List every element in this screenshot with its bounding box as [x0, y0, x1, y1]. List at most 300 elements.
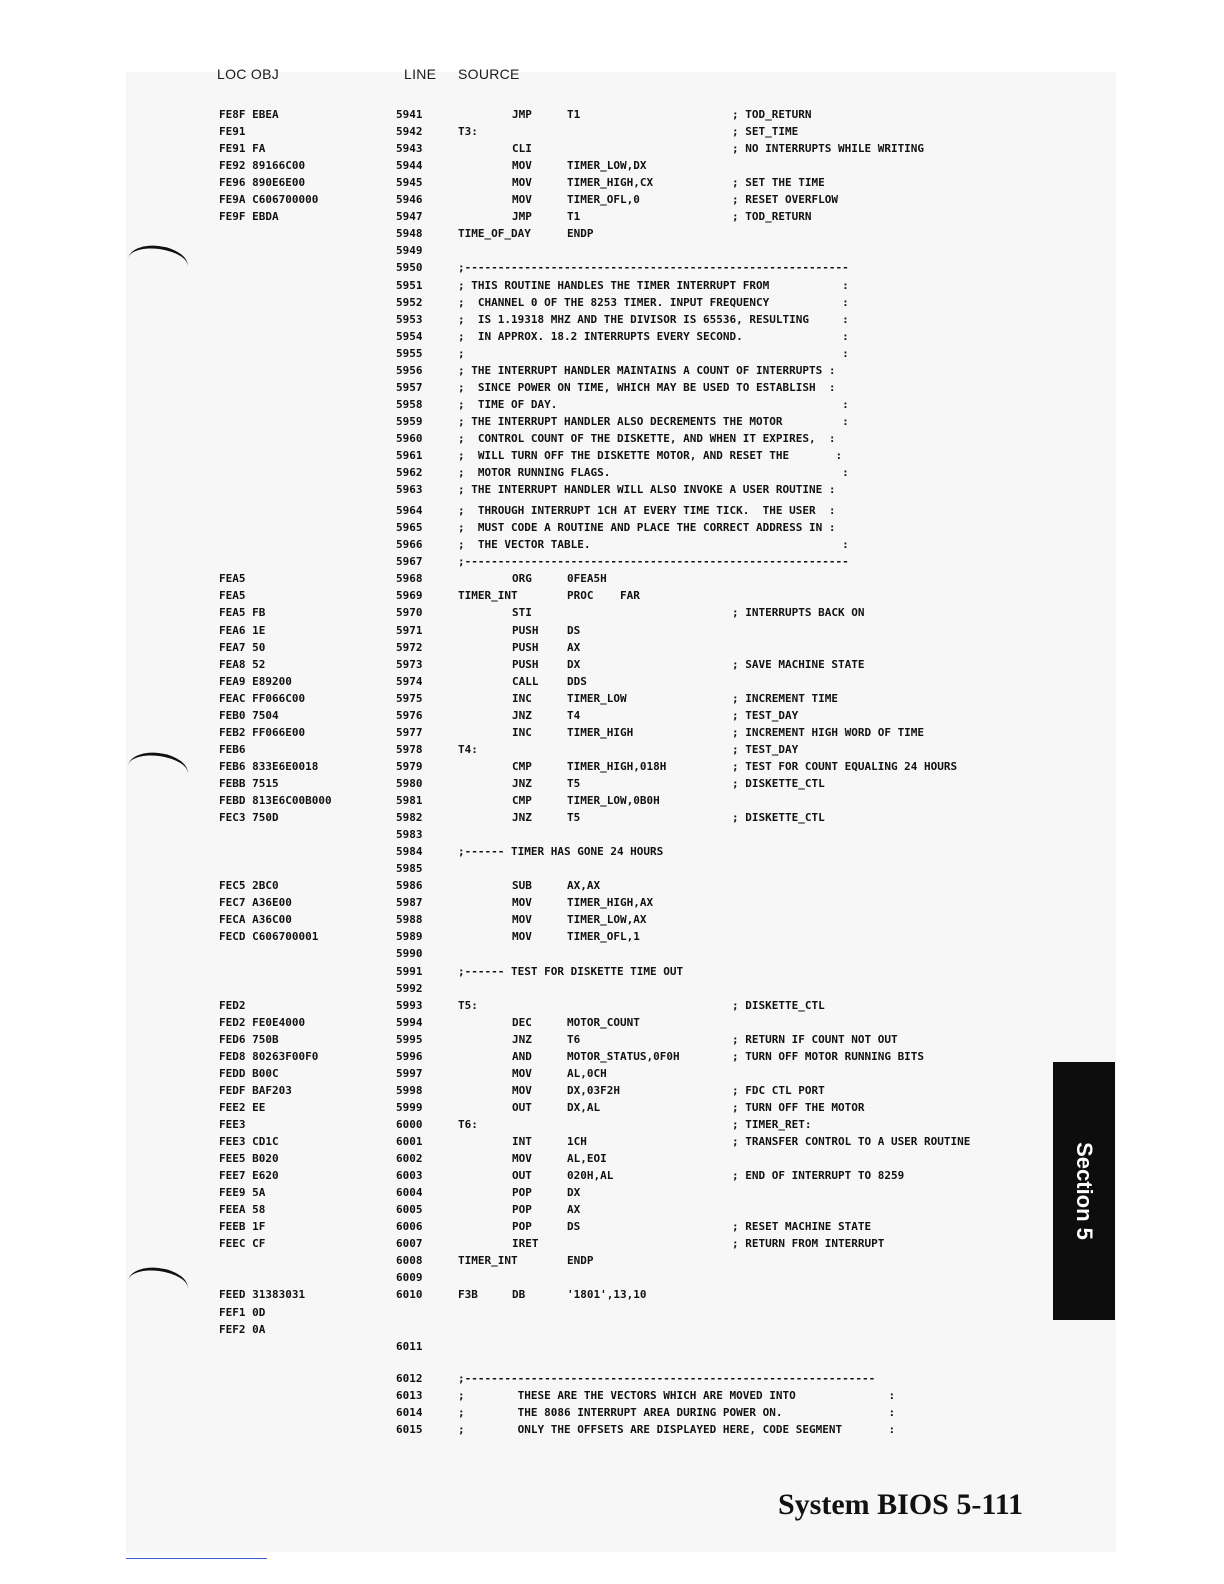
listing-row — [0, 553, 1224, 570]
listing-row — [0, 1116, 1224, 1133]
line-number-cell: 5965 — [396, 521, 423, 535]
line-number-cell: 5994 — [396, 1015, 423, 1029]
source-comment-cell: ; TIME OF DAY. : — [458, 397, 849, 411]
source-opcode-cell: CALL — [512, 674, 539, 688]
line-number-cell: 5973 — [396, 657, 423, 671]
source-opcode-cell: MOV — [512, 1083, 532, 1097]
listing-row — [0, 809, 1224, 826]
source-comment-cell: ;------ TEST FOR DISKETTE TIME OUT — [458, 964, 684, 978]
source-comment-cell: ; THE INTERRUPT HANDLER WILL ALSO INVOKE A USER ROUTINE : — [458, 483, 836, 497]
listing-row — [0, 396, 1224, 413]
listing-row — [0, 741, 1224, 758]
source-label-cell: T5: — [458, 998, 478, 1012]
line-number-cell: 5944 — [396, 159, 423, 173]
source-operand-cell: T4 — [567, 708, 581, 722]
source-comment-cell: ; RESET OVERFLOW — [732, 193, 838, 207]
source-comment-cell: ; FDC CTL PORT — [732, 1083, 825, 1097]
source-comment-cell: ;------ TIMER HAS GONE 24 HOURS — [458, 845, 664, 859]
listing-row — [0, 379, 1224, 396]
line-number-cell: 6014 — [396, 1405, 423, 1419]
source-opcode-cell: JNZ — [512, 1032, 532, 1046]
loc-obj-cell: FEE3 — [219, 1117, 246, 1131]
listing-row — [0, 894, 1224, 911]
line-number-cell: 5996 — [396, 1049, 423, 1063]
source-operand-cell: DS — [567, 623, 581, 637]
source-opcode-cell: STI — [512, 606, 532, 620]
loc-obj-cell: FE91 — [219, 125, 246, 139]
line-number-cell: 5964 — [396, 504, 423, 518]
loc-obj-cell: FE8F EBEA — [219, 108, 279, 121]
loc-obj-cell: FED2 — [219, 998, 246, 1012]
loc-obj-cell: FE92 89166C00 — [219, 159, 306, 173]
line-number-cell: 5993 — [396, 998, 423, 1012]
loc-obj-cell: FEF2 0A — [219, 1322, 266, 1336]
listing-row — [0, 877, 1224, 894]
line-number-cell: 5980 — [396, 776, 423, 790]
source-comment-cell: ; MOTOR RUNNING FLAGS. : — [458, 466, 849, 480]
source-comment-cell: ; : — [458, 346, 849, 360]
listing-row — [0, 191, 1224, 208]
line-number-cell: 5998 — [396, 1083, 423, 1097]
source-operand-cell: DDS — [567, 674, 587, 688]
loc-obj-cell: FEEC CF — [219, 1237, 266, 1251]
source-opcode-cell: SUB — [512, 879, 532, 893]
loc-obj-cell: FEE3 CD1C — [219, 1135, 279, 1148]
listing-row — [0, 1031, 1224, 1048]
loc-obj-cell: FEE9 5A — [219, 1186, 266, 1200]
loc-obj-cell: FEE7 E620 — [219, 1169, 279, 1183]
line-number-cell: 6007 — [396, 1237, 423, 1251]
listing-row — [0, 502, 1224, 519]
listing-row — [0, 673, 1224, 690]
source-operand-cell: TIMER_LOW,AX — [567, 913, 647, 927]
listing-row — [0, 1133, 1224, 1150]
source-operand-cell: TIMER_HIGH,018H — [567, 759, 667, 773]
source-operand-cell: DX — [567, 657, 581, 671]
source-opcode-cell: MOV — [512, 159, 532, 173]
source-opcode-cell: INC — [512, 725, 532, 739]
loc-obj-cell: FEDF BAF203 — [219, 1083, 292, 1097]
line-number-cell: 5992 — [396, 981, 423, 995]
listing-row — [0, 604, 1224, 621]
line-number-cell: 5945 — [396, 176, 423, 190]
source-operand-cell: ENDP — [567, 227, 594, 241]
source-opcode-cell: MOV — [512, 896, 532, 910]
loc-obj-cell: FEEB 1F — [219, 1220, 266, 1234]
source-opcode-cell: OUT — [512, 1100, 532, 1114]
source-comment-cell: ; INCREMENT TIME — [732, 691, 838, 705]
source-operand-cell: TIMER_OFL,1 — [567, 930, 640, 944]
loc-obj-cell: FEC3 750D — [219, 811, 279, 825]
line-number-cell: 5957 — [396, 380, 423, 394]
source-label-cell: T6: — [458, 1117, 478, 1131]
listing-row — [0, 208, 1224, 225]
listing-row — [0, 174, 1224, 191]
loc-obj-cell: FE9A C606700000 — [219, 193, 319, 207]
source-comment-cell: ; DISKETTE_CTL — [732, 776, 825, 790]
line-number-cell: 5991 — [396, 964, 423, 978]
source-operand-cell: MOTOR_COUNT — [567, 1015, 640, 1029]
loc-obj-cell: FEB6 833E6E0018 — [219, 759, 319, 773]
source-comment-cell: ; CONTROL COUNT OF THE DISKETTE, AND WHEN IT EXPIRES, : — [458, 431, 836, 445]
source-label-cell: T3: — [458, 125, 478, 139]
source-comment-cell: ; TURN OFF THE MOTOR — [732, 1100, 865, 1114]
line-number-cell: 5968 — [396, 572, 423, 586]
line-number-cell: 6000 — [396, 1117, 423, 1131]
source-operand-cell: 020H,AL — [567, 1169, 614, 1183]
source-opcode-cell: PUSH — [512, 640, 539, 654]
line-number-cell: 5987 — [396, 896, 423, 910]
line-number-cell: 5997 — [396, 1066, 423, 1080]
source-label-cell: TIMER_INT — [458, 589, 518, 603]
loc-obj-cell: FEEA 58 — [219, 1203, 266, 1217]
source-operand-cell: AX — [567, 640, 581, 654]
loc-obj-cell: FED2 FE0E4000 — [219, 1015, 306, 1029]
source-operand-cell: TIMER_HIGH — [567, 725, 634, 739]
header-loc-obj: LOC OBJ — [217, 66, 280, 82]
line-number-cell: 6013 — [396, 1388, 423, 1402]
listing-row — [0, 157, 1224, 174]
listing-row — [0, 1150, 1224, 1167]
source-comment-cell: ; CHANNEL 0 OF THE 8253 TIMER. INPUT FREQUENCY : — [458, 295, 849, 309]
line-number-cell: 5963 — [396, 483, 423, 497]
source-opcode-cell: PUSH — [512, 657, 539, 671]
line-number-cell: 5981 — [396, 794, 423, 807]
listing-row — [0, 1338, 1224, 1355]
source-label-cell: F3B — [458, 1288, 478, 1302]
listing-row — [0, 1184, 1224, 1201]
listing-row — [0, 345, 1224, 362]
listing-row — [0, 328, 1224, 345]
loc-obj-cell: FEF1 0D — [219, 1305, 266, 1319]
source-operand-cell: DS — [567, 1220, 581, 1234]
source-operand-cell: '1801',13,10 — [567, 1288, 647, 1302]
line-number-cell: 5978 — [396, 742, 423, 756]
line-number-cell: 5971 — [396, 623, 423, 637]
source-operand-cell: PROC FAR — [567, 589, 640, 603]
source-comment-cell: ; THESE ARE THE VECTORS WHICH ARE MOVED INTO : — [458, 1388, 896, 1402]
listing-row — [0, 447, 1224, 464]
source-operand-cell: DX,AL — [567, 1100, 601, 1114]
line-number-cell: 5961 — [396, 449, 423, 462]
source-comment-cell: ; DISKETTE_CTL — [732, 811, 825, 825]
source-opcode-cell: JMP — [512, 108, 532, 121]
listing-row — [0, 430, 1224, 447]
listing-row — [0, 1082, 1224, 1099]
source-opcode-cell: CMP — [512, 794, 532, 807]
source-label-cell: TIME_OF_DAY — [458, 227, 531, 241]
source-comment-cell: ; IS 1.19318 MHZ AND THE DIVISOR IS 65536, RESULTING : — [458, 312, 849, 326]
listing-row — [0, 362, 1224, 379]
listing-row — [0, 519, 1224, 536]
source-comment-cell: ; TIMER_RET: — [732, 1117, 812, 1131]
line-number-cell: 5974 — [396, 674, 423, 688]
source-comment-cell: ; SET_TIME — [732, 125, 799, 139]
source-comment-cell: ; TOD_RETURN — [732, 108, 812, 121]
line-number-cell: 5984 — [396, 845, 423, 859]
source-opcode-cell: POP — [512, 1203, 532, 1217]
source-operand-cell: 0FEA5H — [567, 572, 607, 586]
listing-row — [0, 413, 1224, 430]
source-opcode-cell: INT — [512, 1135, 532, 1148]
loc-obj-cell: FEA6 1E — [219, 623, 266, 637]
loc-obj-cell: FEAC FF066C00 — [219, 691, 306, 705]
source-operand-cell: TIMER_HIGH,AX — [567, 896, 654, 910]
source-comment-cell: ; SET THE TIME — [732, 176, 825, 190]
source-comment-cell: ; TEST_DAY — [732, 742, 799, 756]
source-opcode-cell: ORG — [512, 572, 532, 586]
source-opcode-cell: JNZ — [512, 708, 532, 722]
line-number-cell: 5956 — [396, 363, 423, 377]
loc-obj-cell: FEA8 52 — [219, 657, 266, 671]
listing-row — [0, 536, 1224, 553]
listing-row — [0, 1321, 1224, 1338]
listing-row — [0, 1370, 1224, 1387]
line-number-cell: 5982 — [396, 811, 423, 825]
source-operand-cell: TIMER_HIGH,CX — [567, 176, 654, 190]
loc-obj-cell: FE9F EBDA — [219, 210, 279, 224]
source-comment-cell: ; MUST CODE A ROUTINE AND PLACE THE CORRECT ADDRESS IN : — [458, 521, 836, 535]
source-comment-cell: ; THE VECTOR TABLE. : — [458, 538, 849, 552]
loc-obj-cell: FED8 80263F00F0 — [219, 1049, 319, 1063]
line-number-cell: 5962 — [396, 466, 423, 480]
line-number-cell: 5976 — [396, 708, 423, 722]
line-number-cell: 6015 — [396, 1422, 423, 1436]
source-comment-cell: ; DISKETTE_CTL — [732, 998, 825, 1012]
listing-row — [0, 1099, 1224, 1116]
source-opcode-cell: JNZ — [512, 776, 532, 790]
loc-obj-cell: FEC7 A36E00 — [219, 896, 292, 910]
source-operand-cell: TIMER_OFL,0 — [567, 193, 640, 207]
source-operand-cell: T5 — [567, 811, 581, 825]
listing-row — [0, 587, 1224, 604]
listing-row — [0, 464, 1224, 481]
loc-obj-cell: FED6 750B — [219, 1032, 279, 1046]
source-label-cell: T4: — [458, 742, 478, 756]
source-comment-cell: ; TEST_DAY — [732, 708, 799, 722]
source-opcode-cell: OUT — [512, 1169, 532, 1183]
source-comment-cell: ; SAVE MACHINE STATE — [732, 657, 865, 671]
source-operand-cell: TIMER_LOW,DX — [567, 159, 647, 173]
listing-row — [0, 106, 1224, 123]
line-number-cell: 6009 — [396, 1271, 423, 1285]
source-opcode-cell: MOV — [512, 930, 532, 944]
source-comment-cell: ; INTERRUPTS BACK ON — [732, 606, 865, 620]
source-comment-cell: ;-------------------------------------------------------------- — [458, 1371, 876, 1385]
line-number-cell: 5943 — [396, 142, 423, 156]
listing-row — [0, 724, 1224, 741]
listing-row — [0, 997, 1224, 1014]
listing-row — [0, 1201, 1224, 1218]
line-number-cell: 5995 — [396, 1032, 423, 1046]
listing-row — [0, 1387, 1224, 1404]
source-operand-cell: ENDP — [567, 1254, 594, 1268]
line-number-cell: 6008 — [396, 1254, 423, 1268]
line-number-cell: 5972 — [396, 640, 423, 654]
listing-row — [0, 1065, 1224, 1082]
line-number-cell: 5999 — [396, 1100, 423, 1114]
listing-row — [0, 140, 1224, 157]
line-number-cell: 5977 — [396, 725, 423, 739]
line-number-cell: 5949 — [396, 244, 423, 258]
line-number-cell: 6002 — [396, 1152, 423, 1166]
source-operand-cell: DX,03F2H — [567, 1083, 620, 1097]
line-number-cell: 5947 — [396, 210, 423, 224]
source-operand-cell: T6 — [567, 1032, 581, 1046]
listing-row — [0, 792, 1224, 809]
source-operand-cell: MOTOR_STATUS,0F0H — [567, 1049, 680, 1063]
loc-obj-cell: FEB2 FF066E00 — [219, 725, 306, 739]
line-number-cell: 5967 — [396, 555, 423, 569]
source-operand-cell: T1 — [567, 210, 581, 224]
line-number-cell: 5951 — [396, 278, 423, 292]
loc-obj-cell: FEB0 7504 — [219, 708, 279, 722]
section-tab — [1053, 1062, 1115, 1320]
section-tab-label: Section 5 — [1072, 1142, 1097, 1240]
loc-obj-cell: FEE2 EE — [219, 1100, 266, 1114]
line-number-cell: 5946 — [396, 193, 423, 207]
listing-row — [0, 225, 1224, 242]
header-source: SOURCE — [458, 66, 520, 82]
loc-obj-cell: FEA5 — [219, 572, 246, 586]
listing-row — [0, 826, 1224, 843]
page-footer: System BIOS 5-111 — [778, 1488, 1024, 1521]
listing-row — [0, 311, 1224, 328]
source-comment-cell: ; THE 8086 INTERRUPT AREA DURING POWER ON. : — [458, 1405, 896, 1419]
source-comment-cell: ; TOD_RETURN — [732, 210, 812, 224]
source-opcode-cell: POP — [512, 1186, 532, 1200]
line-number-cell: 6001 — [396, 1135, 423, 1148]
line-number-cell: 5953 — [396, 312, 423, 326]
line-number-cell: 6005 — [396, 1203, 423, 1217]
line-number-cell: 5985 — [396, 862, 423, 876]
listing-row — [0, 1014, 1224, 1031]
source-comment-cell: ;---------------------------------------------------------- — [458, 261, 849, 275]
source-comment-cell: ; THROUGH INTERRUPT 1CH AT EVERY TIME TICK. THE USER : — [458, 504, 836, 518]
source-operand-cell: AX,AX — [567, 879, 601, 893]
source-opcode-cell: MOV — [512, 193, 532, 207]
line-number-cell: 6012 — [396, 1371, 423, 1385]
line-number-cell: 5990 — [396, 947, 423, 961]
source-opcode-cell: MOV — [512, 1152, 532, 1166]
line-number-cell: 5983 — [396, 828, 423, 842]
line-number-cell: 5960 — [396, 431, 423, 445]
header-line: LINE — [404, 66, 437, 82]
source-comment-cell: ; TRANSFER CONTROL TO A USER ROUTINE — [732, 1135, 971, 1148]
loc-obj-cell: FEE5 B020 — [219, 1152, 279, 1166]
listing-row — [0, 1048, 1224, 1065]
source-label-cell: TIMER_INT — [458, 1254, 518, 1268]
listing-row — [0, 911, 1224, 928]
source-comment-cell: ; THE INTERRUPT HANDLER ALSO DECREMENTS THE MOTOR : — [458, 414, 849, 428]
line-number-cell: 5986 — [396, 879, 423, 893]
source-opcode-cell: MOV — [512, 1066, 532, 1080]
line-number-cell: 5979 — [396, 759, 423, 773]
listing-row — [0, 928, 1224, 945]
loc-obj-cell: FE91 FA — [219, 142, 266, 156]
source-operand-cell: AL,0CH — [567, 1066, 607, 1080]
loc-obj-cell: FE96 890E6E00 — [219, 176, 306, 190]
source-comment-cell: ;---------------------------------------------------------- — [458, 555, 849, 569]
source-operand-cell: DX — [567, 1186, 581, 1200]
source-opcode-cell: IRET — [512, 1237, 539, 1251]
listing-row — [0, 639, 1224, 656]
line-number-cell: 5969 — [396, 589, 423, 603]
listing-row — [0, 1404, 1224, 1421]
loc-obj-cell: FEBD 813E6C00B000 — [219, 794, 332, 807]
listing-row — [0, 1167, 1224, 1184]
source-opcode-cell: AND — [512, 1049, 532, 1063]
source-opcode-cell: JMP — [512, 210, 532, 224]
line-number-cell: 6004 — [396, 1186, 423, 1200]
source-comment-cell: ; SINCE POWER ON TIME, WHICH MAY BE USED TO ESTABLISH : — [458, 380, 836, 394]
source-comment-cell: ; ONLY THE OFFSETS ARE DISPLAYED HERE, CODE SEGMENT : — [458, 1422, 896, 1436]
source-opcode-cell: CMP — [512, 759, 532, 773]
loc-obj-cell: FEA7 50 — [219, 640, 266, 654]
listing-row — [0, 622, 1224, 639]
listing-row — [0, 294, 1224, 311]
line-number-cell: 5948 — [396, 227, 423, 241]
listing-row — [0, 1421, 1224, 1438]
source-opcode-cell: JNZ — [512, 811, 532, 825]
line-number-cell: 5970 — [396, 606, 423, 620]
footer-rule — [126, 1558, 267, 1559]
source-operand-cell: T1 — [567, 108, 581, 121]
source-comment-cell: ; RESET MACHINE STATE — [732, 1220, 872, 1234]
source-comment-cell: ; THIS ROUTINE HANDLES THE TIMER INTERRUPT FROM : — [458, 278, 849, 292]
listing-row — [0, 481, 1224, 498]
source-opcode-cell: MOV — [512, 913, 532, 927]
source-comment-cell: ; WILL TURN OFF THE DISKETTE MOTOR, AND RESET THE : — [458, 449, 843, 462]
loc-obj-cell: FEED 31383031 — [219, 1288, 306, 1302]
line-number-cell: 5954 — [396, 329, 423, 343]
line-number-cell: 6003 — [396, 1169, 423, 1183]
listing-row — [0, 123, 1224, 140]
listing-row — [0, 980, 1224, 997]
source-operand-cell: AX — [567, 1203, 581, 1217]
source-opcode-cell: PUSH — [512, 623, 539, 637]
source-operand-cell: AL,EOI — [567, 1152, 607, 1166]
line-number-cell: 5942 — [396, 125, 423, 139]
loc-obj-cell: FEC5 2BC0 — [219, 879, 279, 893]
line-number-cell: 5955 — [396, 346, 423, 360]
listing-row — [0, 963, 1224, 980]
loc-obj-cell: FEBB 7515 — [219, 776, 279, 790]
source-opcode-cell: MOV — [512, 176, 532, 190]
source-comment-cell: ; IN APPROX. 18.2 INTERRUPTS EVERY SECOND. : — [458, 329, 849, 343]
line-number-cell: 6006 — [396, 1220, 423, 1234]
loc-obj-cell: FEDD B00C — [219, 1066, 279, 1080]
source-comment-cell: ; TEST FOR COUNT EQUALING 24 HOURS — [732, 759, 958, 773]
listing-row — [0, 1218, 1224, 1235]
line-number-cell: 5950 — [396, 261, 423, 275]
loc-obj-cell: FECD C606700001 — [219, 930, 319, 944]
source-comment-cell: ; RETURN IF COUNT NOT OUT — [732, 1032, 898, 1046]
line-number-cell: 5952 — [396, 295, 423, 309]
loc-obj-cell: FEA5 — [219, 589, 246, 603]
loc-obj-cell: FECA A36C00 — [219, 913, 292, 927]
line-number-cell: 6010 — [396, 1288, 423, 1302]
listing-row — [0, 843, 1224, 860]
source-opcode-cell: INC — [512, 691, 532, 705]
source-comment-cell: ; END OF INTERRUPT TO 8259 — [732, 1169, 905, 1183]
listing-row — [0, 860, 1224, 877]
listing-row — [0, 570, 1224, 587]
line-number-cell: 5975 — [396, 691, 423, 705]
line-number-cell: 6011 — [396, 1339, 423, 1353]
listing-row — [0, 690, 1224, 707]
source-opcode-cell: CLI — [512, 142, 532, 156]
